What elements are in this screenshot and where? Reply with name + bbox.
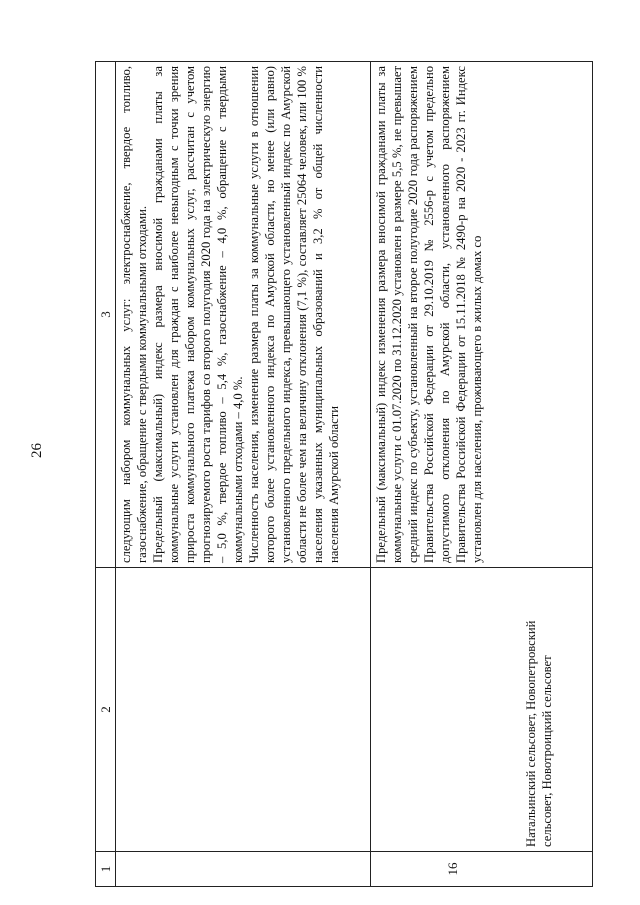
header-col-1: 1 (96, 851, 115, 886)
row-number: 16 (371, 851, 592, 886)
municipalities-cell (116, 567, 370, 851)
row-number (116, 851, 370, 886)
table-row (371, 62, 592, 886)
description-paragraph: Численность населения, изменение размера платы за коммунальные услуги в отношении которого более установленного индекса по Амурской области, но менее (или равно) установленного предельного индекса, превышающего установленный индекс по Амурской области не более чем на величину отклонения (7,1 %), составляет 25064 человек, или 100 % населения указанных муниципальных образований и 3,2 % от общей численности населения Амурской области (247, 66, 341, 563)
municipal-index-table (95, 61, 593, 887)
description-paragraph: Предельный (максимальный) индекс размера вносимой гражданами платы за коммунальные услуги установлен для граждан с наиболее невыгодным с точки зрения прироста коммунального платежа набором коммунальных услуг, рассчитан с учетом прогнозируемого роста тарифов со второго полугодия 2020 года на электрическую энергию – 5,0 %, твердое топливо – 5,4 %, газоснабжение – 4,0 %, обращение с твердыми коммунальными отходами – 4,0 %. (151, 66, 245, 563)
description-paragraph: следующим набором коммунальных услуг: электроснабжение, твердое топливо, газоснабжение, обращение с твердыми коммунальными отходами. (119, 66, 149, 563)
header-col-2: 2 (96, 567, 115, 851)
table-row (116, 62, 371, 886)
description-cell (116, 62, 370, 567)
description-paragraph: Предельный (максимальный) индекс изменения размера вносимой гражданами платы за коммунальные услуги с 01.07.2020 по 31.12.2020 установлен в размере 5,5 %, не превышает средний индекс по субъекту, установленный на второе полугодие 2020 года распоряжением Правительства Российской Федерации от 29.10.2019 № 2556-р с учетом предельно допустимого отклонения по Амурской области, установленного распоряжением Правительства Российской Федерации от 15.11.2018 № 2490-р на 2020 - 2023 гг. Индекс установлен для населения, проживающего в жилых домах со (374, 66, 484, 563)
page-number: 26 (29, 443, 45, 458)
header-col-3: 3 (98, 311, 113, 318)
table-header-row (96, 62, 116, 886)
description-cell (371, 62, 592, 567)
municipalities-cell: Натальинский сельсовет, Новопетровский сельсовет, Новотроицкий сельсовет (371, 567, 592, 851)
